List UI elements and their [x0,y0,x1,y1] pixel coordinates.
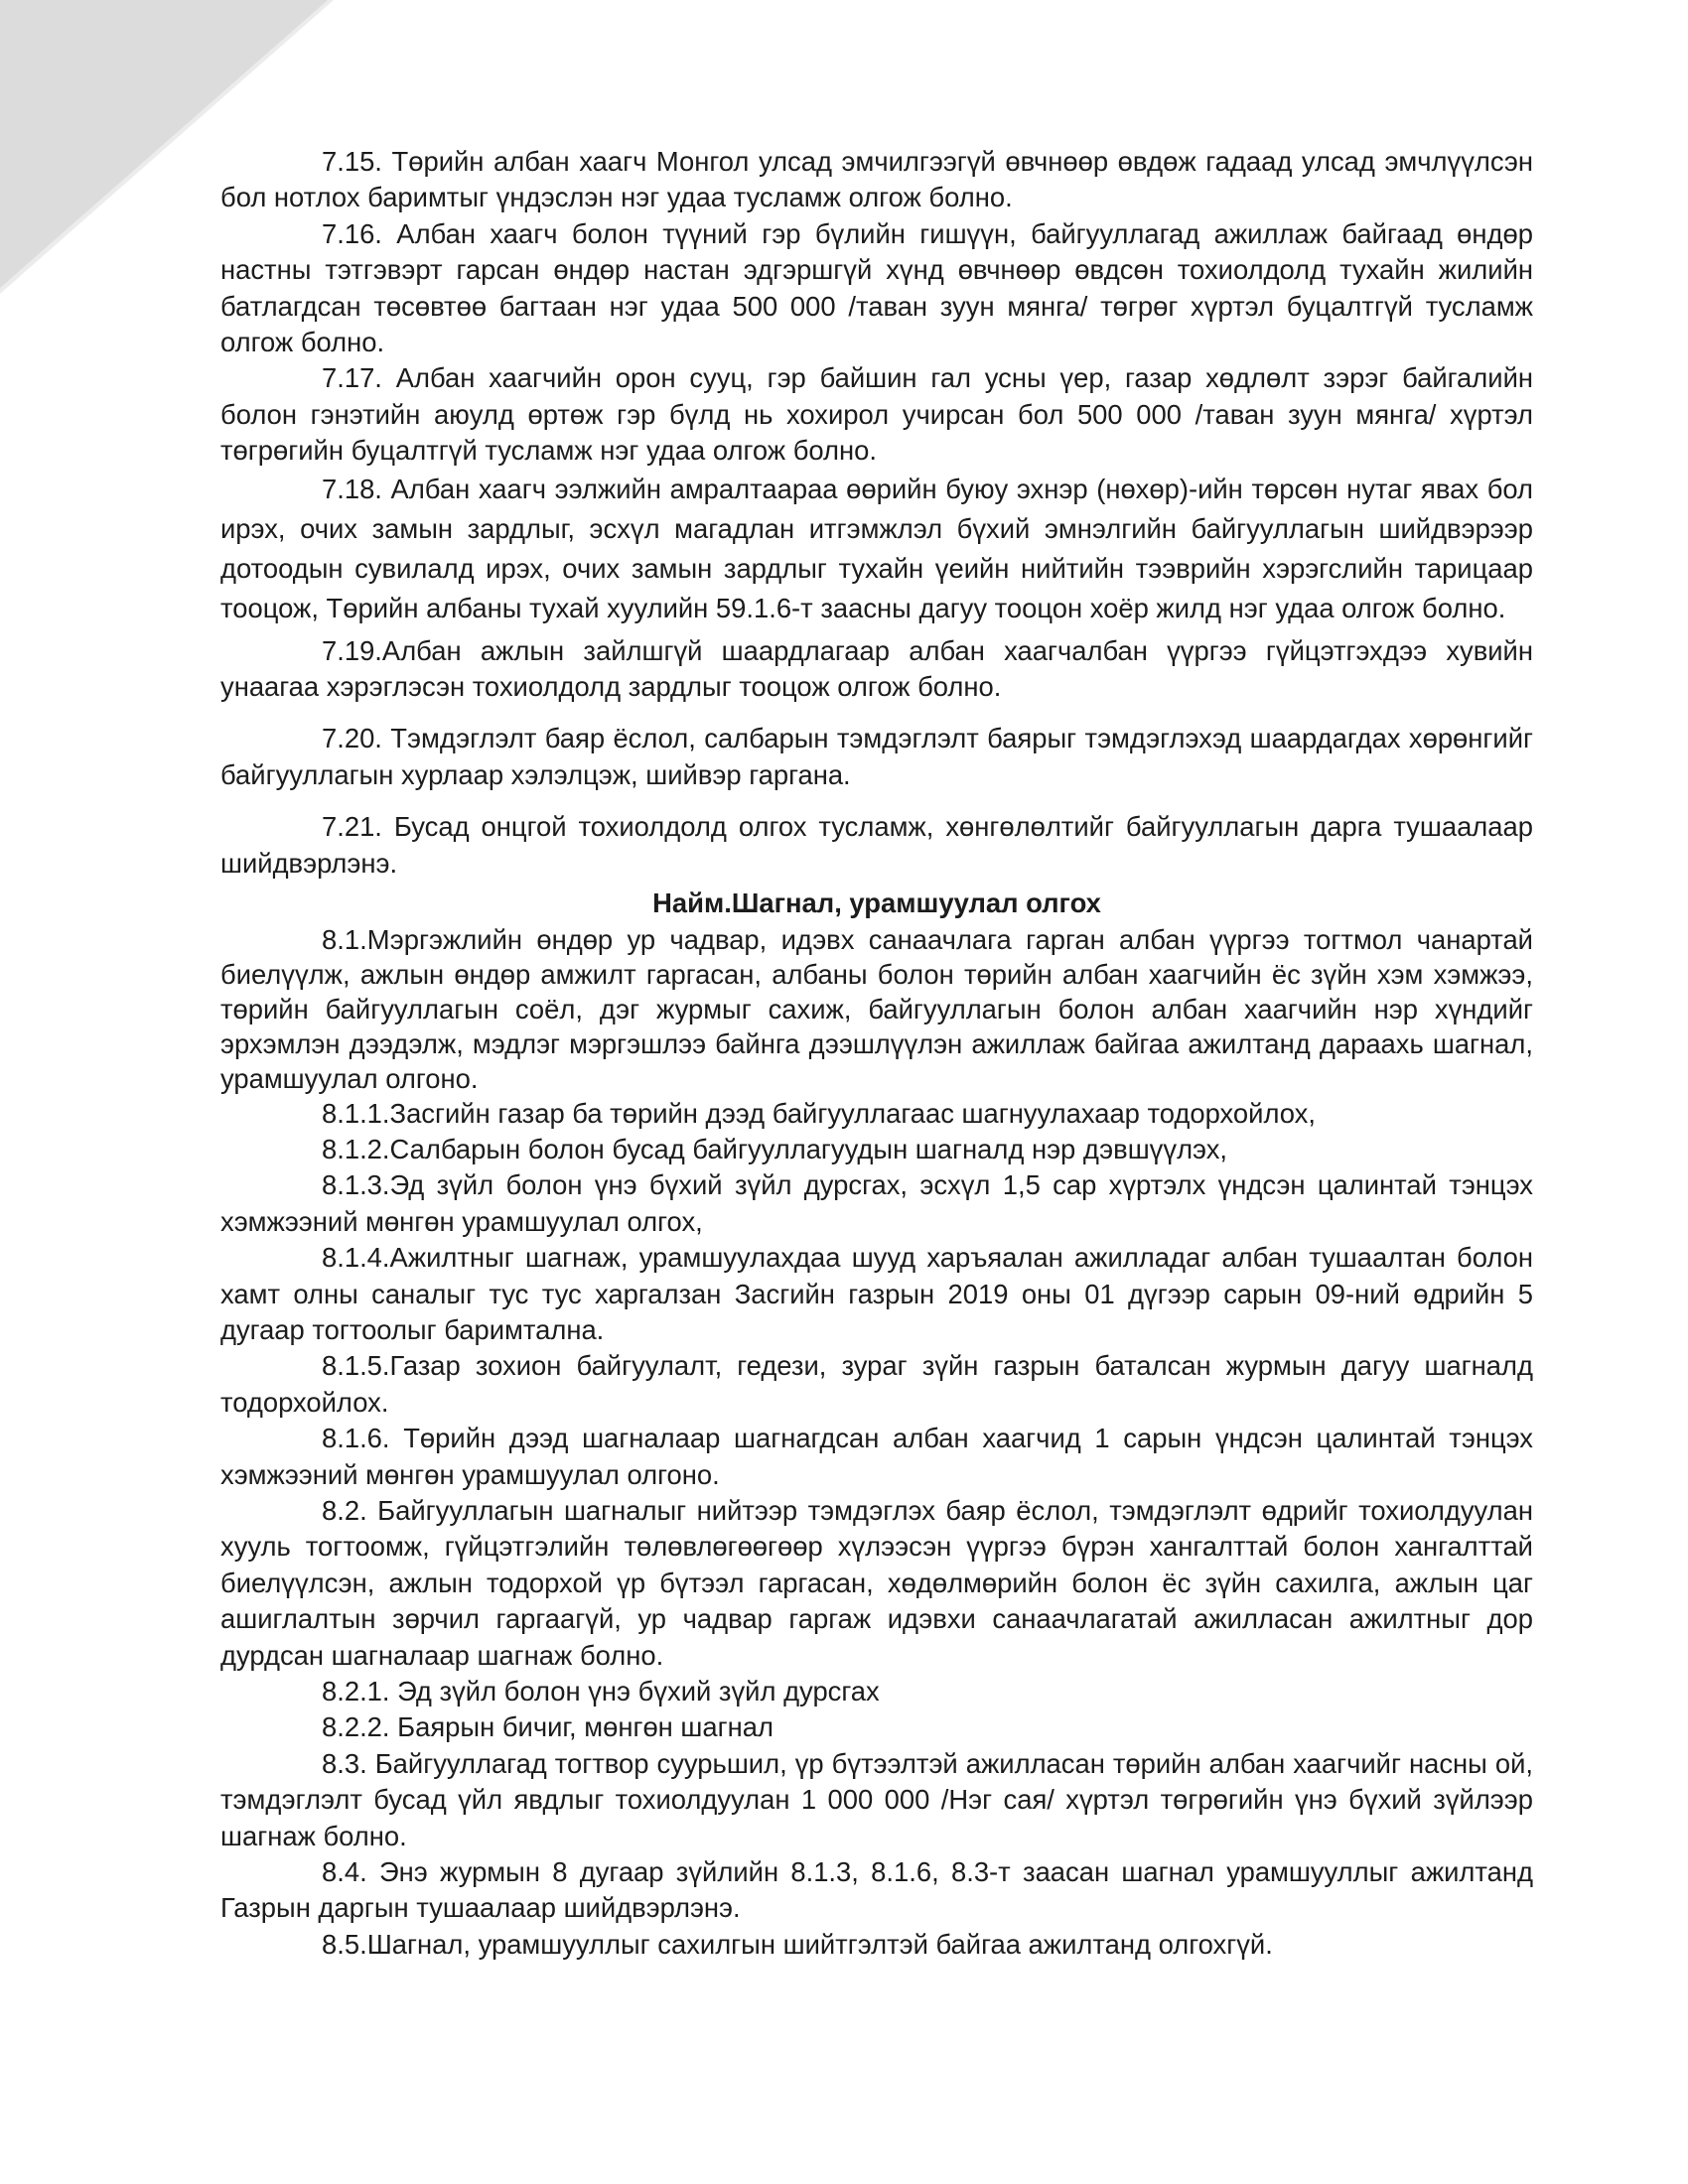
clause-text: Эд зүйл болон үнэ бүхий зүйл дурсгах, эсхүл 1,5 сар хүртэлх үндсэн цалинтай тэнцэх хэмжээний мөнгөн урамшуулал олгох, [220,1169,1533,1237]
clause-number: 8.4. [322,1856,367,1888]
clause-text: Албан хаагч ээлжийн амралтаараа өөрийн буюу эхнэр (нөхөр)-ийн төрсөн нутаг явах бол ирэх, очих замын зардлыг, эсхүл магадлан итгэмжлэл бүхий эмнэлгийн байгууллагын шийдвэрээр дотоодын сувилалд ирэх, очих замын зардлыг тухайн үеийн нийтийн тээврийн хэрэгслийн тарицаар тооцож, Төрийн албаны тухай хуулийн 59.1.6-т заасны дагуу тооцон хоёр жилд нэг удаа олгож болно. [220,473,1533,623]
paragraph-7-15 [220,144,1533,216]
clause-number: 8.1.4. [322,1242,390,1274]
paragraph-8-5 [220,1927,1533,1963]
clause-number: 8.1.5. [322,1350,390,1382]
paragraph-8-2-2 [220,1709,1533,1745]
clause-number: 7.19. [322,634,382,666]
clause-text: Төрийн дээд шагналаар шагнагдсан албан хаагчид 1 сарын үндсэн цалинтай тэнцэх хэмжээний мөнгөн урамшуулал олгоно. [220,1423,1533,1490]
clause-text: Энэ журмын 8 дугаар зүйлийн 8.1.3, 8.1.6, 8.3-т заасан шагнал урамшууллыг ажилтанд Газрын даргын тушаалаар шийдвэрлэнэ. [220,1856,1533,1924]
paragraph-7-21 [220,809,1533,882]
clause-text: Байгууллагад тогтвор суурьшил, үр бүтээлтэй ажилласан төрийн албан хаагчийг насны ой, тэмдэглэлт бусад үйл явдлыг тохиолдуулан 1 000 000 /Нэг сая/ хүртэл төгрөгийн үнэ бүхий зүйлээр шагнаж болно. [220,1747,1533,1851]
clause-number: 8.1.2. [322,1133,390,1164]
clause-number: 8.1.3. [322,1169,390,1201]
clause-number: 8.2. [322,1494,367,1526]
clause-text: Газар зохион байгуулалт, гедези, зураг зүйн газрын баталсан журмын дагуу шагналд тодорхойлох. [220,1350,1533,1418]
clause-text: Төрийн албан хаагч Монгол улсад эмчилгээгүй өвчнөөр өвдөж гадаад улсад эмчлүүлсэн бол нотлох баримтыг үндэслэн нэг удаа тусламж олгож болно. [220,146,1533,213]
paragraph-8-1-2 [220,1132,1533,1167]
paragraph-8-1-5 [220,1348,1533,1421]
clause-text: Байгууллагын шагналыг нийтээр тэмдэглэх баяр ёслол, тэмдэглэлт өдрийг тохиолдуулан хууль тогтоомж, гүйцэтгэлийн төлөвлөгөөгөөр хүлээсэн үүргээ бүрэн хангалттай болон хангалттай биелүүлсэн, ажлын тодорхой үр бүтээл гаргасан, хөдөлмөрийн болон ёс зүйн сахилга, ажлын цаг ашиглалтын зөрчил гаргаагүй, ур чадвар гаргаж идэвхи санаачлагатай ажилласан ажилтныг дор дурдсан шагналаар шагнаж болно. [220,1494,1533,1671]
clause-text: Шагнал, урамшууллыг сахилгын шийтгэлтэй байгаа ажилтанд олгохгүй. [366,1928,1273,1960]
paragraph-7-17 [220,360,1533,469]
clause-number: 7.17. [322,362,382,394]
paragraph-8-4 [220,1854,1533,1927]
paragraph-7-16 [220,216,1533,361]
paragraph-8-2 [220,1493,1533,1674]
clause-number: 8.2.2. [322,1711,390,1743]
clause-text: Ажилтныг шагнаж, урамшуулахдаа шууд харъяалан ажилладаг албан тушаалтан болон хамт олны саналыг тус тус харгалзан Засгийн газрын 2019 оны 01 дүгээр сарын 09-ний өдрийн 5 дугаар тогтоолыг баримтална. [220,1242,1533,1345]
clause-text: Албан хаагчийн орон сууц, гэр байшин гал усны үер, газар хөдлөлт зэрэг байгалийн болон гэнэтийн аюулд өртөж гэр бүлд нь хохирол учирсан бол 500 000 /таван зуун мянга/ хүртэл төгрөгийн буцалтгүй тусламж нэг удаа олгож болно. [220,362,1533,467]
paragraph-8-1-4 [220,1240,1533,1348]
clause-number: 8.1.1. [322,1097,390,1129]
clause-text: Албан ажлын зайлшгүй шаардлагаар албан хаагчалбан үүргээ гүйцэтгэхдээ хувийн унаагаа хэрэглэсэн тохиолдолд зардлыг тооцож олгож болно. [220,634,1533,703]
clause-number: 7.15. [322,146,382,177]
clause-number: 8.5. [322,1928,367,1960]
paragraph-7-19 [220,633,1533,706]
document-body [220,144,1533,1963]
clause-text: Бусад онцгой тохиолдолд олгох тусламж, хөнгөлөлтийг байгууллагын дарга тушаалаар шийдвэрлэнэ. [220,811,1533,879]
clause-number: 7.16. [322,217,382,249]
clause-text: Тэмдэглэлт баяр ёслол, салбарын тэмдэглэлт баярыг тэмдэглэхэд шаардагдах хөрөнгийг байгууллагын хурлаар хэлэлцэж, шийвэр гаргана. [220,723,1533,790]
paragraph-8-1 [220,922,1533,1096]
paragraph-8-1-1 [220,1096,1533,1132]
clause-text: Баярын бичиг, мөнгөн шагнал [389,1711,774,1743]
paragraph-8-1-3 [220,1167,1533,1240]
clause-number: 7.18. [322,473,382,504]
clause-text: Албан хаагч болон түүний гэр бүлийн гишүүн, байгууллагад ажиллаж байгаад өндөр настны тэтгэвэрт гарсан өндөр настан эдгэршгүй хүнд өвчнөөр өвдсөн тохиолдолд тухайн жилийн батлагдсан төсөвтөө багтаан нэг удаа 500 000 /таван зуун мянга/ төгрөг хүртэл буцалтгүй тусламж олгож болно. [220,217,1533,358]
paragraph-8-2-1 [220,1674,1533,1709]
paragraph-8-1-6 [220,1421,1533,1493]
clause-text: Засгийн газар ба төрийн дээд байгууллагаас шагнуулахаар тодорхойлох, [389,1097,1316,1129]
clause-number: 8.1. [322,923,367,955]
clause-number: 7.21. [322,811,382,843]
clause-number: 7.20. [322,723,382,754]
clause-text: Эд зүйл болон үнэ бүхий зүйл дурсгах [389,1676,880,1706]
section-heading: Найм.Шагнал, урамшуулал олгох [652,887,1101,919]
clause-text: Салбарын болон бусад байгууллагуудын шагналд нэр дэвшүүлэх, [389,1133,1228,1164]
clause-text: Мэргэжлийн өндөр ур чадвар, идэвх санаачлага гарган албан үүргээ тогтмол чанартай биелүүлж, ажлын өндөр амжилт гаргасан, албаны болон төрийн албан хаагчийн ёс зүйн хэм хэмжээ, төрийн байгууллагын соёл, дэг журмыг сахиж, байгууллагын болон албан хаагчийн нэр хүндийг эрхэмлэн дээдэлж, мэдлэг мэргэшлээ байнга дээшлүүлэн ажиллаж байгаа ажилтанд дараахь шагнал, урамшуулал олгоно. [220,923,1533,1094]
paragraph-8-3 [220,1746,1533,1854]
clause-number: 8.1.6. [322,1423,390,1454]
paragraph-7-20 [220,721,1533,793]
paragraph-7-18 [220,470,1533,628]
clause-number: 8.2.1. [322,1676,390,1706]
clause-number: 8.3. [322,1747,367,1779]
